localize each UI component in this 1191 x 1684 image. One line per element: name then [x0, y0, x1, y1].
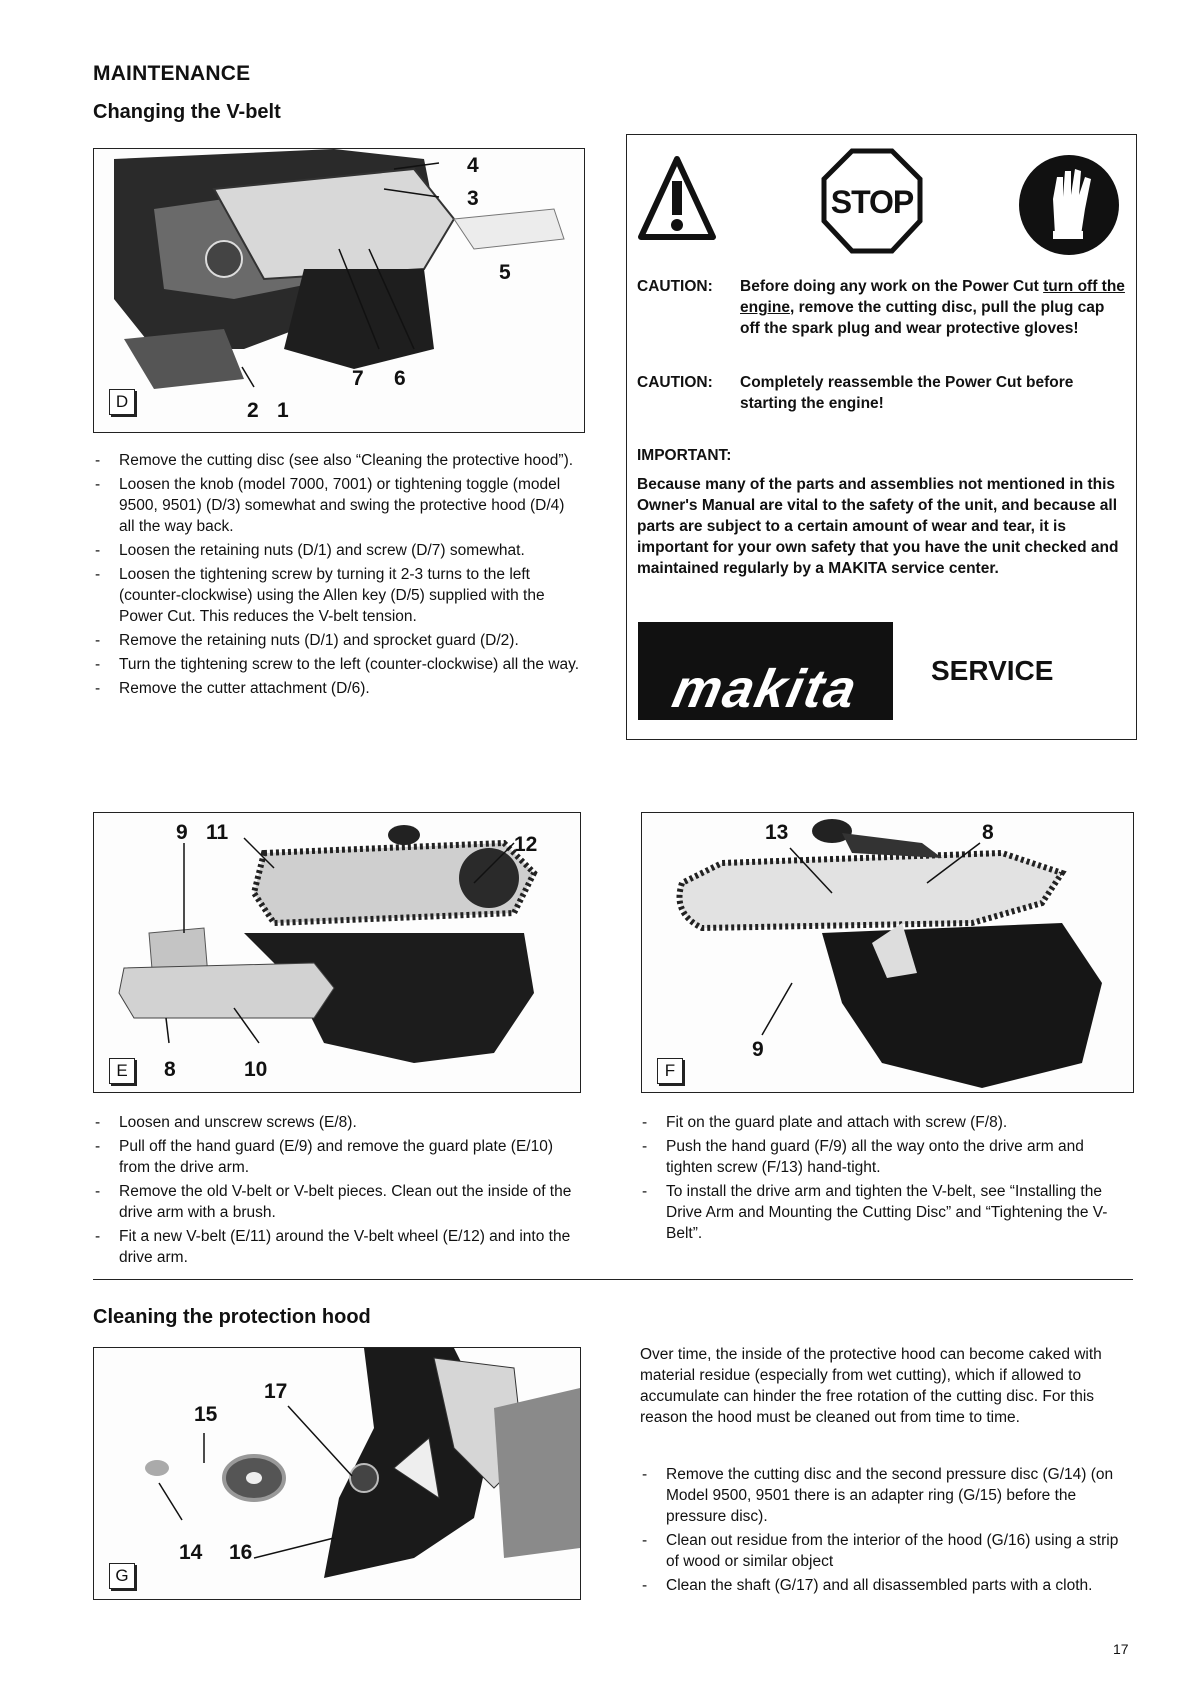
callout-13: 13 — [765, 821, 789, 844]
callout-16: 16 — [229, 1541, 253, 1564]
figure-g-photo — [94, 1348, 580, 1599]
callout-3: 3 — [467, 187, 479, 210]
caution-1-post: , remove the cutting disc, pull the plug cap off the spark plug and wear protective gloves! — [740, 299, 1105, 337]
important-heading: IMPORTANT: — [637, 447, 732, 464]
caution-label: CAUTION: — [637, 278, 713, 295]
callout-2: 2 — [247, 399, 259, 422]
caution-2-text: Completely reassemble the Power Cut before starting the engine! — [740, 374, 1074, 412]
figure-g — [93, 1347, 581, 1600]
list-item: - Remove the cutting disc (see also “Cleaning the protective hood”). — [93, 450, 583, 471]
list-item: - Clean the shaft (G/17) and all disassembled parts with a cloth. — [640, 1575, 1132, 1596]
list-item: - Push the hand guard (F/9) all the way onto the drive arm and tighten screw (F/13) hand-tight. — [640, 1136, 1132, 1178]
callout-8: 8 — [982, 821, 994, 844]
page-number: 17 — [1113, 1641, 1129, 1657]
figure-d — [93, 148, 585, 433]
callout-15: 15 — [194, 1403, 218, 1426]
section-title: MAINTENANCE — [93, 62, 251, 85]
callout-9: 9 — [752, 1038, 764, 1061]
stop-text: STOP — [830, 184, 914, 220]
figure-e-photo — [94, 813, 580, 1092]
figure-e-label: E — [109, 1058, 135, 1084]
caution-1 — [637, 276, 1127, 366]
cleaning-title: Cleaning the protection hood — [93, 1306, 371, 1328]
callout-10: 10 — [244, 1058, 268, 1081]
callout-5: 5 — [499, 261, 511, 284]
list-item: - Loosen the tightening screw by turning it 2-3 turns to the left (counter-clockwise) using the Allen key (D/5) supplied with the Power Cut. This reduces the V-belt tension. — [93, 564, 583, 627]
steps-d-list — [93, 450, 583, 702]
service-label: SERVICE — [931, 655, 1054, 686]
figure-g-label: G — [109, 1563, 135, 1589]
steps-f-list — [640, 1112, 1132, 1247]
cleaning-intro: Over time, the inside of the protective hood can become caked with material residue (especially from wet cutting), which if allowed to accumulate can hinder the free rotation of the cutting disc. For this reason the hood must be cleaned out from time to time. — [640, 1346, 1102, 1426]
figure-f-photo — [642, 813, 1133, 1092]
list-item: - Remove the old V-belt or V-belt pieces. Clean out the inside of the drive arm with a brush. — [93, 1181, 583, 1223]
caution-1-text — [740, 276, 1126, 339]
list-item: - Loosen the retaining nuts (D/1) and screw (D/7) somewhat. — [93, 540, 583, 561]
callout-7: 7 — [352, 367, 364, 390]
callout-12: 12 — [514, 833, 538, 856]
list-item: - Remove the retaining nuts (D/1) and sprocket guard (D/2). — [93, 630, 583, 651]
callout-14: 14 — [179, 1541, 203, 1564]
list-item: - Fit a new V-belt (E/11) around the V-belt wheel (E/12) and into the drive arm. — [93, 1226, 583, 1268]
figure-e — [93, 812, 581, 1093]
callout-1: 1 — [277, 399, 289, 422]
list-item: - Remove the cutting disc and the second pressure disc (G/14) (on Model 9500, 9501 there is an adapter ring (G/15) before the pressure disc). — [640, 1464, 1132, 1527]
warning-triangle-icon — [637, 153, 717, 253]
list-item: - Clean out residue from the interior of the hood (G/16) using a strip of wood or similar object — [640, 1530, 1132, 1572]
list-item: - Fit on the guard plate and attach with screw (F/8). — [640, 1112, 1132, 1133]
list-item: - Loosen and unscrew screws (E/8). — [93, 1112, 583, 1133]
important-text: Because many of the parts and assemblies not mentioned in this Owner's Manual are vital to the safety of the unit, and because all parts are subject to a certain amount of wear and tear, it is important for your own safety that you have the unit checked and maintained regularly by a MAKITA service center. — [637, 476, 1119, 577]
steps-e-list — [93, 1112, 583, 1271]
list-item: - Turn the tightening screw to the left (counter-clockwise) all the way. — [93, 654, 583, 675]
gloves-icon — [1017, 153, 1121, 257]
callout-4: 4 — [467, 154, 479, 177]
callout-9: 9 — [176, 821, 188, 844]
list-item: - Pull off the hand guard (E/9) and remove the guard plate (E/10) from the drive arm. — [93, 1136, 583, 1178]
figure-d-label: D — [109, 389, 135, 415]
list-item: - To install the drive arm and tighten the V-belt, see “Installing the Drive Arm and Mounting the Cutting Disc” and “Tightening the V-Belt”. — [640, 1181, 1132, 1244]
figure-f — [641, 812, 1134, 1093]
caution-1-underlined: turn off the engine — [740, 278, 1125, 316]
caution-label: CAUTION: — [637, 374, 713, 391]
makita-logo — [638, 622, 893, 720]
callout-8: 8 — [164, 1058, 176, 1081]
list-item: - Remove the cutter attachment (D/6). — [93, 678, 583, 699]
cleaning-steps-list — [640, 1464, 1132, 1599]
figure-d-photo — [94, 149, 584, 432]
caution-2 — [637, 372, 1127, 416]
callout-6: 6 — [394, 367, 406, 390]
section-divider — [93, 1279, 1133, 1280]
callout-11: 11 — [206, 821, 229, 844]
list-item: - Loosen the knob (model 7000, 7001) or tightening toggle (model 9500, 9501) (D/3) somewhat and swing the protective hood (D/4) all the way back. — [93, 474, 583, 537]
caution-box — [626, 134, 1137, 740]
figure-f-label: F — [657, 1058, 683, 1084]
callout-17: 17 — [264, 1380, 288, 1403]
caution-1-pre: Before doing any work on the Power Cut — [740, 278, 1044, 295]
brand-text: makita — [667, 659, 864, 719]
subsection-title: Changing the V-belt — [93, 101, 281, 123]
